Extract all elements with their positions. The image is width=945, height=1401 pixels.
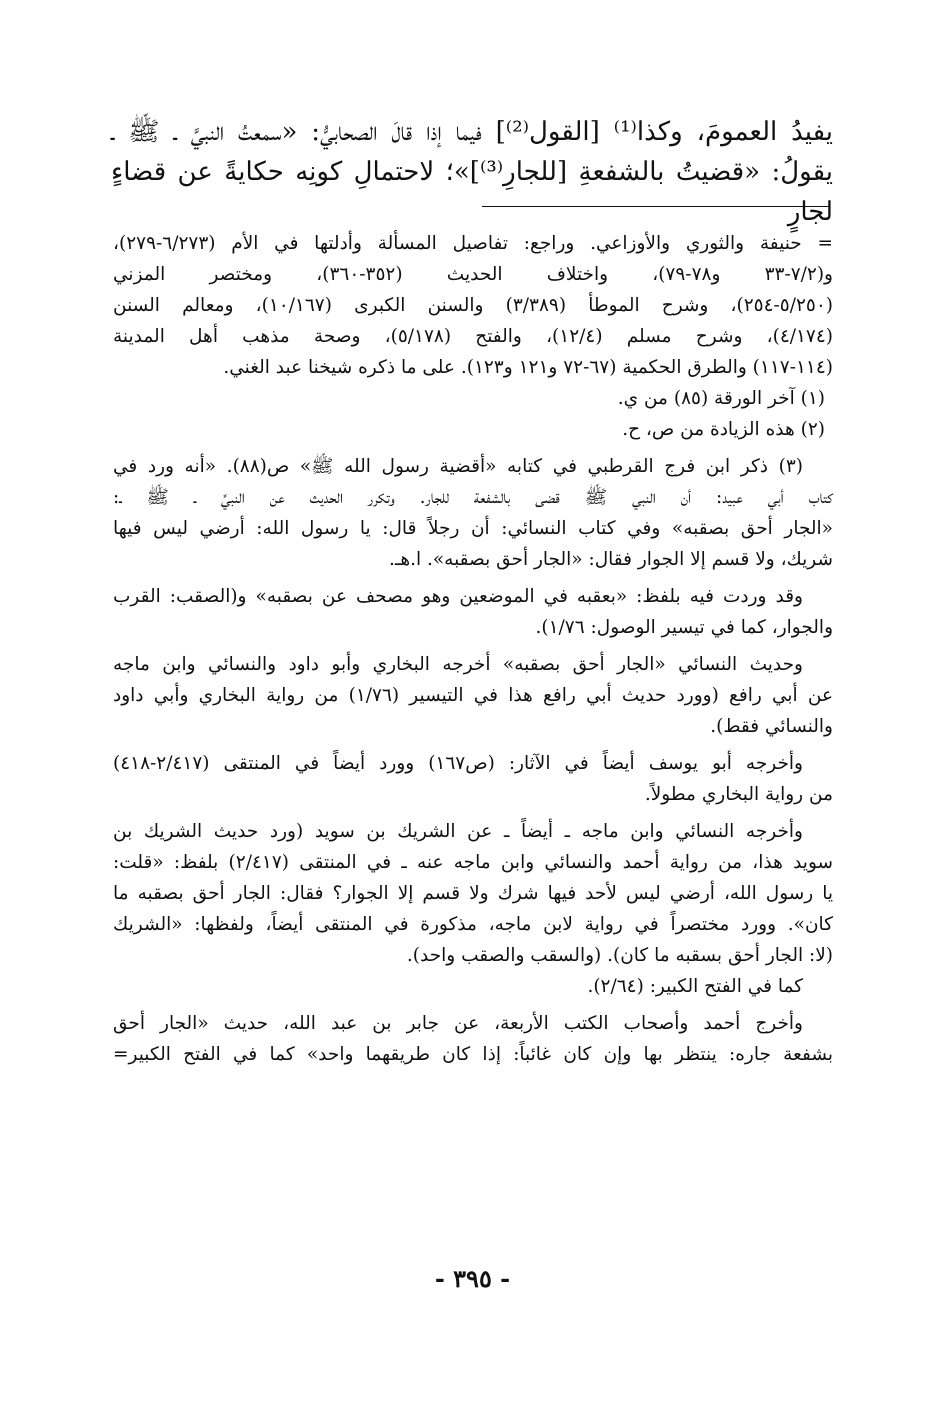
footnote-line: يا رسول الله، أرضي ليس لأحد فيها شرك ولا قسم إلا الجوار؟ فقال: الجار أحق بصقبه ما <box>113 883 833 904</box>
footnote-line: من رواية البخاري مطولاً. <box>644 784 833 805</box>
footnote-line: (١١٤-١١٧) والطرق الحكمية (٦٧-٧٢ و١٢١ و١٢٣). على ما ذكره شيخنا عبد الغني. <box>223 357 833 378</box>
footnote-line: سويد هذا، من رواية أحمد والنسائي وابن ماجه عنه ـ في المنتقى (٢/٤١٧) بلفظ: «قلت: <box>113 852 833 873</box>
footnote-line: كان». وورد مختصراً في رواية لابن ماجه، مذكورة في المنتقى أيضاً، ولفظها: «الشريك <box>113 914 833 935</box>
footnote-paragraph-4 <box>113 748 833 810</box>
main-text-line: يقولُ: «قضيتُ بالشفعةِ [للجارِ⁽³⁾]»؛ لاحتمالِ كونِه حكايةً عن قضاءٍ لجارٍ <box>111 157 833 227</box>
footnote-line: كتاب أبي عبيد: أن النبي ﷺ قضى بالشفعة للجار. وتكرر الحديث عن النبيِّ ـ ﷺ ـ: <box>113 487 833 508</box>
footnote-line: وحديث النسائي «الجار أحق بصقبه» أخرجه البخاري وأبو داود والنسائي وابن ماجه <box>113 654 803 675</box>
main-text <box>111 112 833 232</box>
footnote-line: = حنيفة والثوري والأوزاعي. وراجع: تفاصيل المسألة وأدلتها في الأم (٦/٢٧٣-٢٧٩)، <box>113 233 833 254</box>
footnote-line: وقد وردت فيه بلفظ: «بعقبه في الموضعين وهو مصحف عن بصقبه» و(الصقب: القرب <box>113 586 803 607</box>
footnote-paragraph-2 <box>113 581 833 643</box>
footnote-line: (٥/٢٥٠-٢٥٤)، وشرح الموطأ (٣/٣٨٩) والسنن الكبرى (١٠/١٦٧)، ومعالم السنن <box>113 295 833 316</box>
footnote-paragraph-6 <box>113 971 833 1002</box>
footnote-paragraph-3 <box>113 649 833 742</box>
footnote-line: شريك، ولا قسم إلا الجوار فقال: «الجار أحق بصقبه». ا.هـ. <box>389 549 833 570</box>
footnote-divider <box>482 206 830 207</box>
footnote-line: «الجار أحق بصقبه» وفي كتاب النسائي: أن رجلاً قال: يا رسول الله: أرضي ليس فيها <box>113 518 833 539</box>
footnote-line: وأخرج أحمد وأصحاب الكتب الأربعة، عن جابر بن عبد الله، حديث «الجار أحق <box>113 1013 803 1034</box>
page-number: - ٣٩٥ - <box>434 1264 511 1293</box>
footnotes <box>113 228 833 1070</box>
footnote-line: والجوار، كما في تيسير الوصول: ١/٧٦). <box>535 617 833 638</box>
footnote-line: كما في الفتح الكبير: (٢/٦٤). <box>587 976 803 997</box>
footnote-continuation <box>113 228 833 383</box>
footnote-line: بشفعة جاره: ينتظر بها وإن كان غائباً: إذا كان طريقهما واحد» كما في الفتح الكبير= <box>113 1044 833 1065</box>
footnote-line: عن أبي رافع (وورد حديث أبي رافع هذا في التيسير (١/٧٦) من رواية البخاري وأبي داود <box>113 685 834 706</box>
footnote-line: وأخرجه أبو يوسف أيضاً في الآثار: (ص١٦٧) وورد أيضاً في المنتقى (٢/٤١٧-٤١٨) <box>113 753 803 774</box>
footnote-3 <box>113 451 833 575</box>
footnote-line: (٣) ذكر ابن فرج القرطبي في كتابه «أقضية رسول الله ﷺ» ص(٨٨). «أنه ورد في <box>113 456 803 477</box>
footnote-line: وأخرجه النسائي وابن ماجه ـ أيضاً ـ عن الشريك بن سويد (ورد حديث الشريك بن <box>113 821 803 842</box>
footnote-line: والنسائي فقط). <box>710 716 833 737</box>
footnote-line: (لا: الجار أحق بسقبه ما كان). (والسقب والصقب واحد). <box>406 945 833 966</box>
footnote-line: و(٧/٢-٣٣ و٧٨-٧٩)، واختلاف الحديث (٣٥٢-٣٦٠)، ومختصر المزني <box>113 264 833 285</box>
footnote-line: (٤/١٧٤)، وشرح مسلم (١٢/٤)، والفتح (٥/١٧٨)، وصحة مذهب أهل المدينة <box>113 326 834 347</box>
footnote-paragraph-7 <box>113 1008 833 1070</box>
main-text-line: يفيدُ العمومَ، وكذا⁽¹⁾ [القول⁽²⁾] فيما إذا قالَ الصحابيُّ: «سمعتُ النبيَّ ـ ﷺ ـ <box>111 117 833 147</box>
footnote-paragraph-5 <box>113 816 833 971</box>
footnote-1: (١) آخر الورقة (٨٥) من ي. <box>617 388 825 409</box>
footnote-2: (٢) هذه الزيادة من ص، ح. <box>622 419 825 440</box>
